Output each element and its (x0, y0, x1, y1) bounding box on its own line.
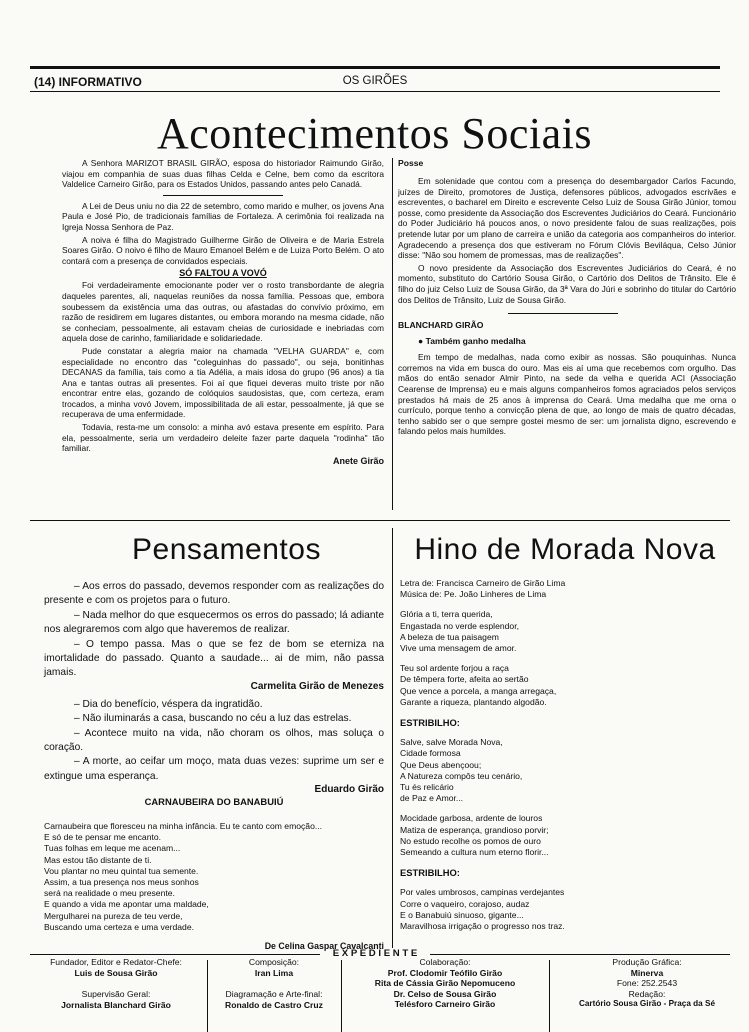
hymn-line: Corre o vaqueiro, corajoso, audaz (400, 898, 530, 909)
credit-name: Minerva (630, 967, 664, 978)
poem-line: Mas estou tão distante de ti. (44, 854, 152, 865)
carnaubeira-section (44, 794, 384, 951)
poem-line: E quando a vida me apontar uma maldade, (44, 899, 209, 910)
header-bottom-rule (30, 91, 720, 92)
hymn-line: Teu sol ardente forjou a raça (400, 663, 509, 674)
hymn-line: Por vales umbrosos, campinas verdejantes (400, 887, 565, 898)
hymn-line: Que vence a porcela, a manga arregaça, (400, 685, 557, 696)
credit-name: Telésforo Carneiro Girão (394, 999, 496, 1010)
pensamentos-section (44, 532, 384, 795)
subheading: SÓ FALTOU A VOVÓ (179, 268, 267, 279)
hymn-line: de Paz e Amor... (400, 793, 464, 804)
signature: Anete Girão (332, 455, 384, 466)
paragraph: Foi verdadeiramente emocionante poder ver o rosto transbordante de alegria daqueles parentes, ali, naquelas reuniões da nossa família. Pessoas que, embora soubessem da existência uma das outras, ou afastadas do convívio próximo, em razão de residirem em lugares distantes, ou embora morando na mesma cidade, não se conheciam, pessoalmente, ali estavam cheias de curiosidade e inebriadas com aquela dose de carinho, familiaridade e solidariedade. (62, 280, 384, 344)
posse-label: Posse (398, 158, 424, 168)
signature: De Celina Gaspar Cavalcanti (264, 941, 384, 952)
hymn-line: Semeando a cultura num eterno florir... (400, 847, 549, 858)
header-top-rule (30, 66, 720, 69)
credit-name: Jornalista Blanchard Girão (61, 999, 171, 1010)
credit-name: Dr. Celso de Sousa Girão (393, 988, 497, 999)
quote: – O tempo passa. Mas o que se fez de bom se eterniza na imortalidade do passado. Quanto a saudade... ai de mim, não passa jamais. (44, 638, 384, 679)
right-column (398, 158, 736, 437)
column-divider (392, 158, 393, 510)
blanchard-label: BLANCHARD GIRÃO (398, 320, 484, 331)
hymn-line: No estudo recolhe os pomos de ouro (400, 835, 541, 846)
poem-line: Buscando uma certeza e uma verdade. (44, 921, 195, 932)
pensamentos-title: Pensamentos (132, 533, 321, 566)
divider (508, 313, 618, 314)
expediente-rule-left (30, 954, 320, 955)
hymn-line: A beleza de tua paisagem (400, 631, 499, 642)
expediente-col-2 (210, 957, 338, 1010)
paragraph: A Senhora MARIZOT BRASIL GIRÃO, esposa do historiador Raimundo Girão, viajou em companhia de suas duas filhas Celda e Celne, bem como da escritora Valdelice Carneiro Girão, para os Estados Unidos, passando antes pelo Canadá. (62, 158, 384, 190)
divider (163, 195, 283, 196)
poem-line: Mergulharei na pureza de teu verde, (44, 910, 183, 921)
hino-section (400, 532, 730, 932)
paragraph: O novo presidente da Associação dos Escreventes Judiciários do Ceará, é no momento, substituto do Cartório Sousa Girão, o Cartório dos Delitos de Trânsito. Ele é filho do juiz Celso Luiz de Sousa Girão, da 3ª Vara do Júri e sobrinho do titular do Cartório dos Delitos de Trânsito, Luiz de Sousa Girão. (398, 262, 736, 305)
credit-name: Luis de Sousa Girão (74, 967, 158, 978)
poem-line: Carnaubeira que floresceu na minha infância. Eu te canto com emoção... (44, 821, 323, 831)
credit-name: Cartório Sousa Girão - Praça da Sé (578, 999, 716, 1009)
expediente-col-1 (30, 957, 202, 1010)
hino-title: Hino de Morada Nova (414, 533, 716, 566)
expediente-rule-right (430, 954, 730, 955)
poem-line: Vou plantar no meu quintal tua semente. (44, 865, 199, 876)
hymn-line: Matiza de esperança, grandioso porvir; (400, 824, 549, 835)
credit-name: Rita de Cássia Girão Nepomuceno (374, 978, 516, 989)
quote: – Aos erros do passado, devemos responder com as realizações do presente e com os projetos para o futuro. (44, 581, 384, 607)
expediente-col-4 (552, 957, 742, 1010)
credit-label: Produção Gráfica: (612, 957, 682, 967)
credit-label: Fundador, Editor e Redator-Chefe: (50, 957, 182, 967)
paragraph: Em solenidade que contou com a presença do desembargador Carlos Facundo, juízes de Direito, promotores de Justiça, defensores públicos, advogados escrivães e escreventes, o bacharel em Direito e escrevente Celso Luiz de Sousa Girão Júnior, tomou posse, como presidente da Associação dos Escreventes Judiciários do Ceará. Funcionário do Poder Judiciário há poucos anos, o novo presidente falou de suas realizações, pois pretende lutar por um plano de carreira e união da categoria aos companheiros do interior. Agradecendo a presença dos que estiveram no Fórum Clóvis Beviláqua, Celso Júnior disse: "Não sou homem de promessas, mas de realizações". (398, 176, 736, 261)
hymn-line: De têmpera forte, afeita ao sertão (400, 674, 529, 685)
signature: Eduardo Girão (314, 784, 384, 796)
credit-label: Supervisão Geral: (81, 989, 151, 1000)
hymn-line: Engastada no verde esplendor, (400, 620, 519, 631)
paragraph: Em tempo de medalhas, nada como exibir as nossas. São pouquinhas. Nunca corremos na vida em busca do ouro. Mas eis aí uma que recebemos com orgulho. Das mãos do então senador Almir Pinto, na sede da velha e querida ACI (Associação Cearense de Imprensa) eu e mais alguns companheiros fomos agraciados pelos serviços prestados há mais de 25 anos à imprensa do Ceará. Uma medalha que me orna o currículo, porque tenho a convicção plena de que, ao longo de mais de quatro décadas, tenho sabido ser o que sempre gostei mesmo de ser: um jornalista digno, escrevendo e falando pelos mais humildes. (398, 352, 736, 437)
medalha-label: ● Também ganho medalha (418, 336, 526, 347)
paragraph: A Lei de Deus uniu no dia 22 de setembro, como marido e mulher, os jovens Ana Paula e José Pio, de tradicionais famílias de Fortaleza. A cerimônia foi realizada na Igreja Nossa Senhora de Paz. (62, 200, 384, 232)
hymn-line: E o Banabuiú sinuoso, gigante... (400, 909, 524, 920)
credit-line: Música de: Pe. João Linheres de Lima (400, 589, 547, 600)
expediente-divider (207, 960, 208, 1032)
phone-number: Fone: 252.2543 (616, 978, 678, 989)
carnaubeira-title: CARNAUBEIRA DO BANABUIÚ (144, 796, 284, 807)
quote: – Dia do benefício, véspera da ingratidão. (74, 698, 263, 710)
hymn-line: Mocidade garbosa, ardente de louros (400, 813, 543, 824)
credit-label: Composição: (248, 957, 300, 967)
hymn-line: Tu és relicário (400, 782, 454, 793)
quote: – Nada melhor do que esquecermos os erros do passado; lá adiante nos alegraremos com algo que haveremos de realizar. (44, 609, 384, 636)
page-header (30, 66, 720, 92)
credit-line: Letra de: Francisca Carneiro de Girão Lima (400, 578, 566, 588)
expediente-divider (549, 960, 550, 1032)
hymn-line: Salve, salve Morada Nova, (400, 737, 503, 748)
paragraph: Todavia, resta-me um consolo: a minha avó estava presente em espírito. Para ela, pessoalmente, seria um verdadeiro deleite fazer parte daquela "rodinha" tão familiar. (62, 422, 384, 454)
poem-lines (44, 821, 384, 933)
credit-name: Ronaldo de Castro Cruz (225, 999, 323, 1010)
header-newspaper: OS GIRÕES (342, 75, 408, 87)
credit-label: Colaboração: (419, 957, 471, 967)
signature: Carmelita Girão de Menezes (250, 680, 384, 692)
credit-label: Redação: (628, 988, 666, 999)
quote: – Acontece muito na vida, não choram os olhos, mas soluça o coração. (44, 727, 384, 754)
hymn-line: Cidade formosa (400, 748, 461, 759)
poem-line: Assim, a tua presença nos meus sonhos (44, 877, 199, 888)
paragraph: A noiva é filha do Magistrado Guilherme Girão de Oliveira e de Maria Estrela Soares Girão. O noivo é filho de Mauro Emanoel Belém e de Luiza Porto Belém. O ato contará com a presença de convidados especiais. (62, 234, 384, 266)
page-title: Acontecimentos Sociais (156, 109, 592, 158)
quote: – A morte, ao ceifar um moço, mata duas vezes: suprime um ser e extingue uma esperança. (44, 756, 384, 782)
estribilho-label: ESTRIBILHO: (400, 717, 460, 729)
poem-line: E só de te pensar me encanto. (44, 832, 162, 843)
hymn-line: Vive uma mensagem de amor. (400, 643, 517, 654)
hymn-line: Que Deus abençoou; (400, 759, 482, 770)
expediente-title: E X P E D I E N T E (332, 948, 418, 959)
bottom-column-divider (392, 528, 393, 948)
poem-line: será na realidade o meu presente. (44, 888, 175, 899)
poem-line: Tuas folhas em leque me acenam... (44, 843, 181, 854)
header-section: (14) INFORMATIVO (34, 75, 142, 89)
section-divider (30, 520, 730, 521)
credit-name: Prof. Clodomir Teófilo Girão (387, 967, 503, 978)
hymn-line: Glória a ti, terra querida, (400, 609, 493, 620)
credit-name: Iran Lima (254, 967, 294, 978)
estribilho-label: ESTRIBILHO: (400, 867, 460, 879)
paragraph: Pude constatar a alegria maior na chamada "VELHA GUARDA" e, com especialidade no encontro das "coleguinhas do passado", ou seja, bonitinhas DECANAS da família, tais como a tia Adélia, a mais idosa do grupo (96 anos) a tia Ana e tantas outras ali presentes. Foi aí que fiquei deveras muito triste por não encontrar entre elas, gozando de colóquios saudosistas, que, com certeza, eram trocados, a minha vovó Jovem, impossibilitada de ali estar, pessoalmente, já que se recuperava de uma enfermidade. (62, 345, 384, 420)
credit-label: Diagramação e Arte-final: (225, 989, 323, 1000)
hymn-line: A Natureza compôs teu cenário, (400, 770, 523, 781)
left-column (62, 158, 384, 466)
quote: – Não iluminarás a casa, buscando no céu a luz das estrelas. (74, 713, 352, 725)
expediente-divider (341, 960, 342, 1032)
expediente-col-3 (344, 957, 546, 1010)
hymn-line: Garante a riqueza, plantando algodão. (400, 696, 547, 707)
hymn-line: Maravilhosa irrigação o progresso nos traz. (400, 921, 565, 932)
